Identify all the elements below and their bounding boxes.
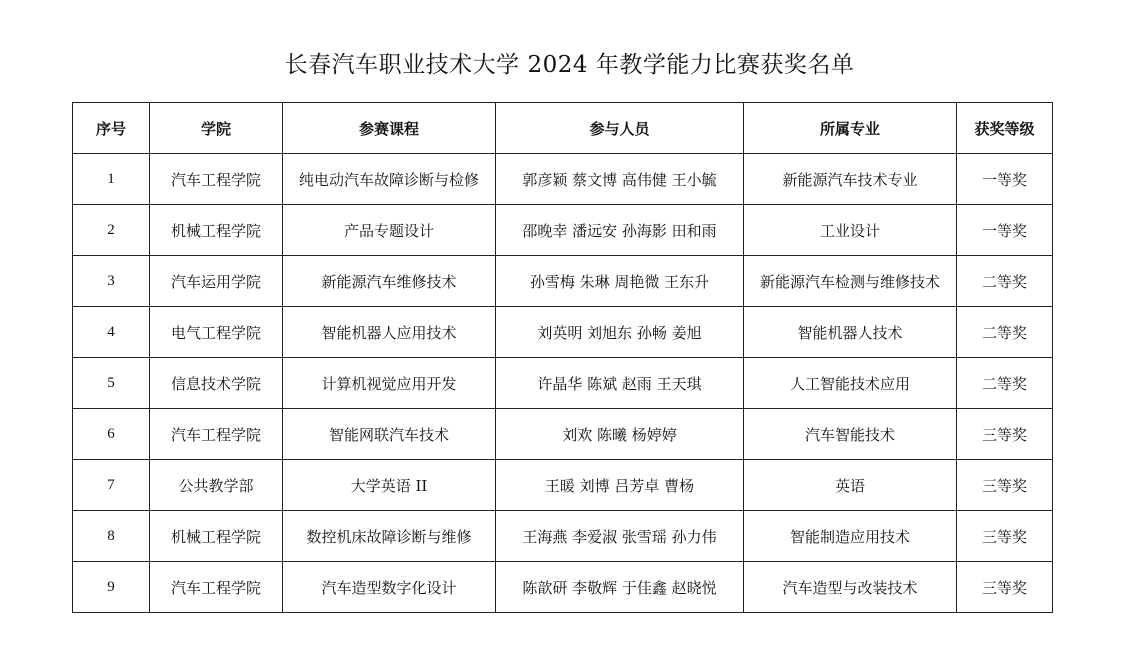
cell-major: 新能源汽车技术专业 xyxy=(744,154,957,205)
cell-major: 汽车造型与改装技术 xyxy=(744,562,957,613)
cell-participants: 王海燕 李爱淑 张雪瑶 孙力伟 xyxy=(496,511,744,562)
cell-course: 新能源汽车维修技术 xyxy=(283,256,496,307)
cell-course: 数控机床故障诊断与维修 xyxy=(283,511,496,562)
cell-participants: 孙雪梅 朱琳 周艳微 王东升 xyxy=(496,256,744,307)
cell-course: 智能网联汽车技术 xyxy=(283,409,496,460)
cell-index: 8 xyxy=(73,511,150,562)
awards-table xyxy=(72,102,1053,613)
cell-participants: 王暖 刘博 吕芳卓 曹杨 xyxy=(496,460,744,511)
cell-college: 汽车运用学院 xyxy=(150,256,283,307)
cell-participants: 陈歆研 李敬辉 于佳鑫 赵晓悦 xyxy=(496,562,744,613)
cell-college: 机械工程学院 xyxy=(150,205,283,256)
cell-award-level: 三等奖 xyxy=(957,562,1053,613)
cell-award-level: 三等奖 xyxy=(957,409,1053,460)
cell-college: 公共教学部 xyxy=(150,460,283,511)
document-title: 长春汽车职业技术大学 2024 年教学能力比赛获奖名单 xyxy=(284,52,855,78)
cell-major: 工业设计 xyxy=(744,205,957,256)
table-row xyxy=(73,358,1053,409)
cell-participants: 郭彦颖 蔡文博 高伟健 王小毓 xyxy=(496,154,744,205)
cell-participants: 邵晚幸 潘远安 孙海影 田和雨 xyxy=(496,205,744,256)
table-row xyxy=(73,256,1053,307)
table-row xyxy=(73,205,1053,256)
header-college: 学院 xyxy=(150,103,283,154)
cell-index: 3 xyxy=(73,256,150,307)
cell-course: 计算机视觉应用开发 xyxy=(283,358,496,409)
cell-index: 7 xyxy=(73,460,150,511)
cell-major: 智能制造应用技术 xyxy=(744,511,957,562)
cell-award-level: 二等奖 xyxy=(957,256,1053,307)
cell-award-level: 二等奖 xyxy=(957,307,1053,358)
table-row xyxy=(73,511,1053,562)
cell-index: 2 xyxy=(73,205,150,256)
cell-award-level: 三等奖 xyxy=(957,460,1053,511)
cell-participants: 刘英明 刘旭东 孙畅 姜旭 xyxy=(496,307,744,358)
table-row xyxy=(73,307,1053,358)
cell-major: 汽车智能技术 xyxy=(744,409,957,460)
cell-college: 汽车工程学院 xyxy=(150,154,283,205)
cell-college: 汽车工程学院 xyxy=(150,409,283,460)
table-row xyxy=(73,409,1053,460)
cell-major: 智能机器人技术 xyxy=(744,307,957,358)
cell-award-level: 二等奖 xyxy=(957,358,1053,409)
header-major: 所属专业 xyxy=(744,103,957,154)
cell-index: 9 xyxy=(73,562,150,613)
cell-index: 6 xyxy=(73,409,150,460)
table-header-row xyxy=(73,103,1053,154)
cell-course: 大学英语 II xyxy=(283,460,496,511)
header-award-level: 获奖等级 xyxy=(957,103,1053,154)
cell-major: 新能源汽车检测与维修技术 xyxy=(744,256,957,307)
table-row xyxy=(73,460,1053,511)
table-row xyxy=(73,562,1053,613)
cell-index: 5 xyxy=(73,358,150,409)
cell-major: 英语 xyxy=(744,460,957,511)
table-row xyxy=(73,154,1053,205)
cell-college: 信息技术学院 xyxy=(150,358,283,409)
cell-course: 汽车造型数字化设计 xyxy=(283,562,496,613)
header-index: 序号 xyxy=(73,103,150,154)
cell-course: 纯电动汽车故障诊断与检修 xyxy=(283,154,496,205)
cell-participants: 许晶华 陈斌 赵雨 王天琪 xyxy=(496,358,744,409)
cell-college: 机械工程学院 xyxy=(150,511,283,562)
header-participants: 参与人员 xyxy=(496,103,744,154)
header-course: 参赛课程 xyxy=(283,103,496,154)
cell-course: 智能机器人应用技术 xyxy=(283,307,496,358)
cell-major: 人工智能技术应用 xyxy=(744,358,957,409)
cell-award-level: 三等奖 xyxy=(957,511,1053,562)
cell-college: 电气工程学院 xyxy=(150,307,283,358)
cell-participants: 刘欢 陈曦 杨婷婷 xyxy=(496,409,744,460)
cell-course: 产品专题设计 xyxy=(283,205,496,256)
cell-index: 4 xyxy=(73,307,150,358)
cell-college: 汽车工程学院 xyxy=(150,562,283,613)
cell-index: 1 xyxy=(73,154,150,205)
cell-award-level: 一等奖 xyxy=(957,205,1053,256)
cell-award-level: 一等奖 xyxy=(957,154,1053,205)
